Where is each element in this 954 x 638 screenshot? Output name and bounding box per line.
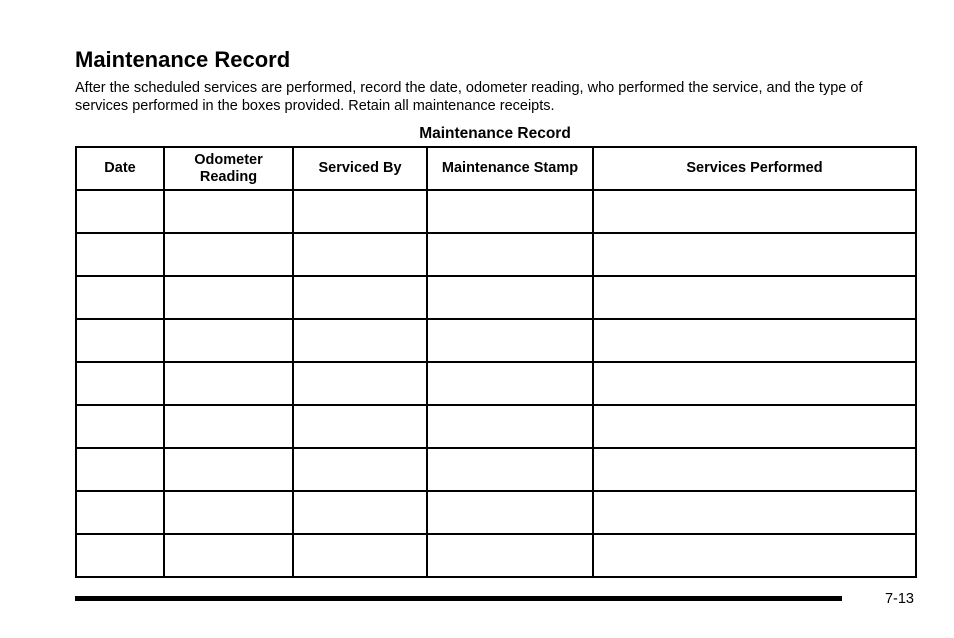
table-row	[76, 405, 916, 448]
date-cell[interactable]	[76, 362, 164, 405]
page-title: Maintenance Record	[75, 47, 291, 72]
services-performed-cell[interactable]	[593, 405, 916, 448]
table-row	[76, 491, 916, 534]
services-performed-cell[interactable]	[593, 448, 916, 491]
date-cell[interactable]	[76, 534, 164, 577]
maintenance-stamp-cell[interactable]	[427, 491, 593, 534]
services-performed-cell[interactable]	[593, 190, 916, 233]
date-cell[interactable]	[76, 276, 164, 319]
table-row	[76, 319, 916, 362]
maintenance-stamp-cell[interactable]	[427, 276, 593, 319]
column-header-maintenance-stamp: Maintenance Stamp	[427, 147, 593, 190]
services-performed-cell[interactable]	[593, 276, 916, 319]
table-caption: Maintenance Record	[419, 125, 571, 142]
serviced-by-cell[interactable]	[293, 534, 427, 577]
serviced-by-cell[interactable]	[293, 491, 427, 534]
serviced-by-cell[interactable]	[293, 405, 427, 448]
table-header-row	[76, 147, 916, 190]
column-header-date: Date	[76, 147, 164, 190]
services-performed-cell[interactable]	[593, 534, 916, 577]
maintenance-record-table	[75, 146, 917, 578]
column-header-serviced-by: Serviced By	[293, 147, 427, 190]
maintenance-stamp-cell[interactable]	[427, 405, 593, 448]
maintenance-stamp-cell[interactable]	[427, 362, 593, 405]
maintenance-stamp-cell[interactable]	[427, 448, 593, 491]
table-row	[76, 362, 916, 405]
odometer-cell[interactable]	[164, 190, 293, 233]
services-performed-cell[interactable]	[593, 233, 916, 276]
serviced-by-cell[interactable]	[293, 233, 427, 276]
odometer-cell[interactable]	[164, 362, 293, 405]
odometer-cell[interactable]	[164, 534, 293, 577]
date-cell[interactable]	[76, 491, 164, 534]
serviced-by-cell[interactable]	[293, 319, 427, 362]
maintenance-stamp-cell[interactable]	[427, 319, 593, 362]
serviced-by-cell[interactable]	[293, 362, 427, 405]
date-cell[interactable]	[76, 448, 164, 491]
table-row	[76, 448, 916, 491]
date-cell[interactable]	[76, 319, 164, 362]
serviced-by-cell[interactable]	[293, 190, 427, 233]
odometer-cell[interactable]	[164, 276, 293, 319]
services-performed-cell[interactable]	[593, 491, 916, 534]
table-row	[76, 233, 916, 276]
maintenance-stamp-cell[interactable]	[427, 190, 593, 233]
odometer-cell[interactable]	[164, 233, 293, 276]
column-header-services-performed: Services Performed	[593, 147, 916, 190]
maintenance-stamp-cell[interactable]	[427, 233, 593, 276]
date-cell[interactable]	[76, 233, 164, 276]
odometer-cell[interactable]	[164, 319, 293, 362]
footer-divider	[75, 596, 842, 601]
date-cell[interactable]	[76, 190, 164, 233]
services-performed-cell[interactable]	[593, 362, 916, 405]
intro-paragraph: After the scheduled services are performed, record the date, odometer reading, who performed the service, and the type of services performed in the boxes provided. Retain all maintenance receipts.	[75, 80, 863, 114]
maintenance-stamp-cell[interactable]	[427, 534, 593, 577]
table-row	[76, 534, 916, 577]
date-cell[interactable]	[76, 405, 164, 448]
services-performed-cell[interactable]	[593, 319, 916, 362]
table-row	[76, 276, 916, 319]
odometer-cell[interactable]	[164, 491, 293, 534]
serviced-by-cell[interactable]	[293, 276, 427, 319]
column-header-odometer-reading: Odometer Reading	[164, 147, 293, 190]
odometer-cell[interactable]	[164, 448, 293, 491]
table-row	[76, 190, 916, 233]
page-number: 7-13	[884, 591, 914, 607]
serviced-by-cell[interactable]	[293, 448, 427, 491]
odometer-cell[interactable]	[164, 405, 293, 448]
